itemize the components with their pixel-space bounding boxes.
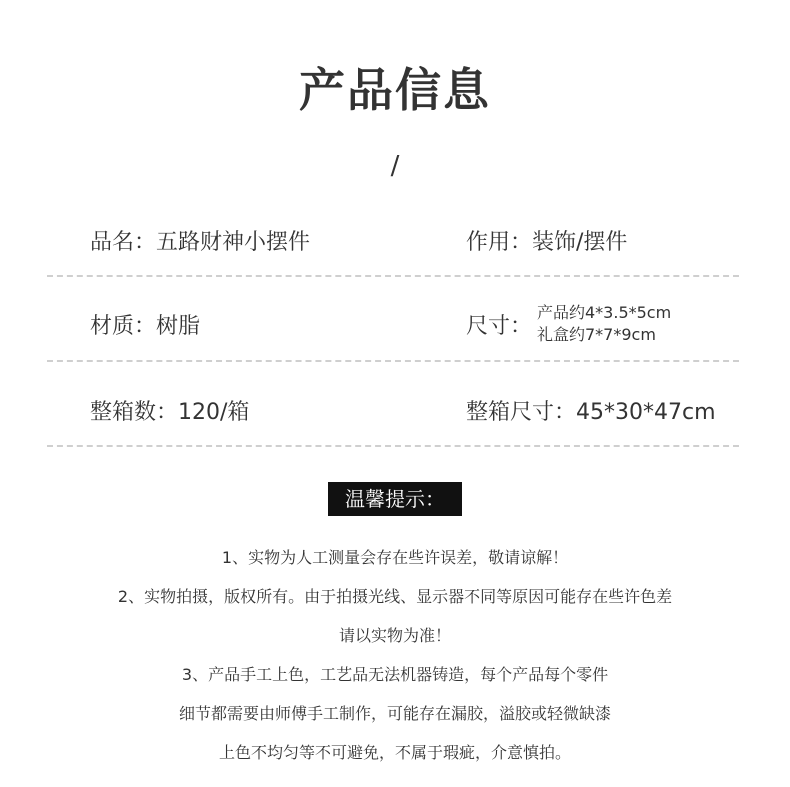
product-name: 品名：五路财神小摆件 xyxy=(90,230,311,255)
title-divider-slash: / xyxy=(390,151,400,181)
tip-line-6: 上色不均匀等不可避免，不属于瑕疵，介意慎拍。 xyxy=(218,743,571,762)
carton-size: 整箱尺寸：45*30*47cm xyxy=(466,400,716,425)
size-giftbox: 礼盒约7*7*9cm xyxy=(537,325,656,344)
size-product: 产品约4*3.5*5cm xyxy=(537,303,672,322)
tip-line-4: 3、产品手工上色，工艺品无法机器铸造，每个产品每个零件 xyxy=(181,665,609,684)
carton-quantity: 整箱数：120/箱 xyxy=(90,400,250,425)
tip-line-5: 细节都需要由师傅手工制作，可能存在漏胶，溢胶或轻微缺漆 xyxy=(178,704,611,723)
tips-notes xyxy=(0,540,790,774)
size-label: 尺寸： xyxy=(466,314,533,339)
size-values xyxy=(537,302,671,346)
row-divider xyxy=(47,445,739,447)
row-divider xyxy=(47,275,739,277)
tips-heading: 温馨提示： xyxy=(328,482,462,516)
row-divider xyxy=(47,360,739,362)
tip-line-1: 1、实物为人工测量会存在些许误差，敬请谅解！ xyxy=(221,548,569,567)
page-title: 产品信息 xyxy=(299,63,491,117)
tip-line-2: 2、实物拍摄，版权所有。由于拍摄光线、显示器不同等原因可能存在些许色差 xyxy=(117,587,673,606)
tip-line-3: 请以实物为准！ xyxy=(338,626,451,645)
product-material: 材质：树脂 xyxy=(90,314,201,339)
product-usage: 作用：装饰/摆件 xyxy=(466,230,628,255)
